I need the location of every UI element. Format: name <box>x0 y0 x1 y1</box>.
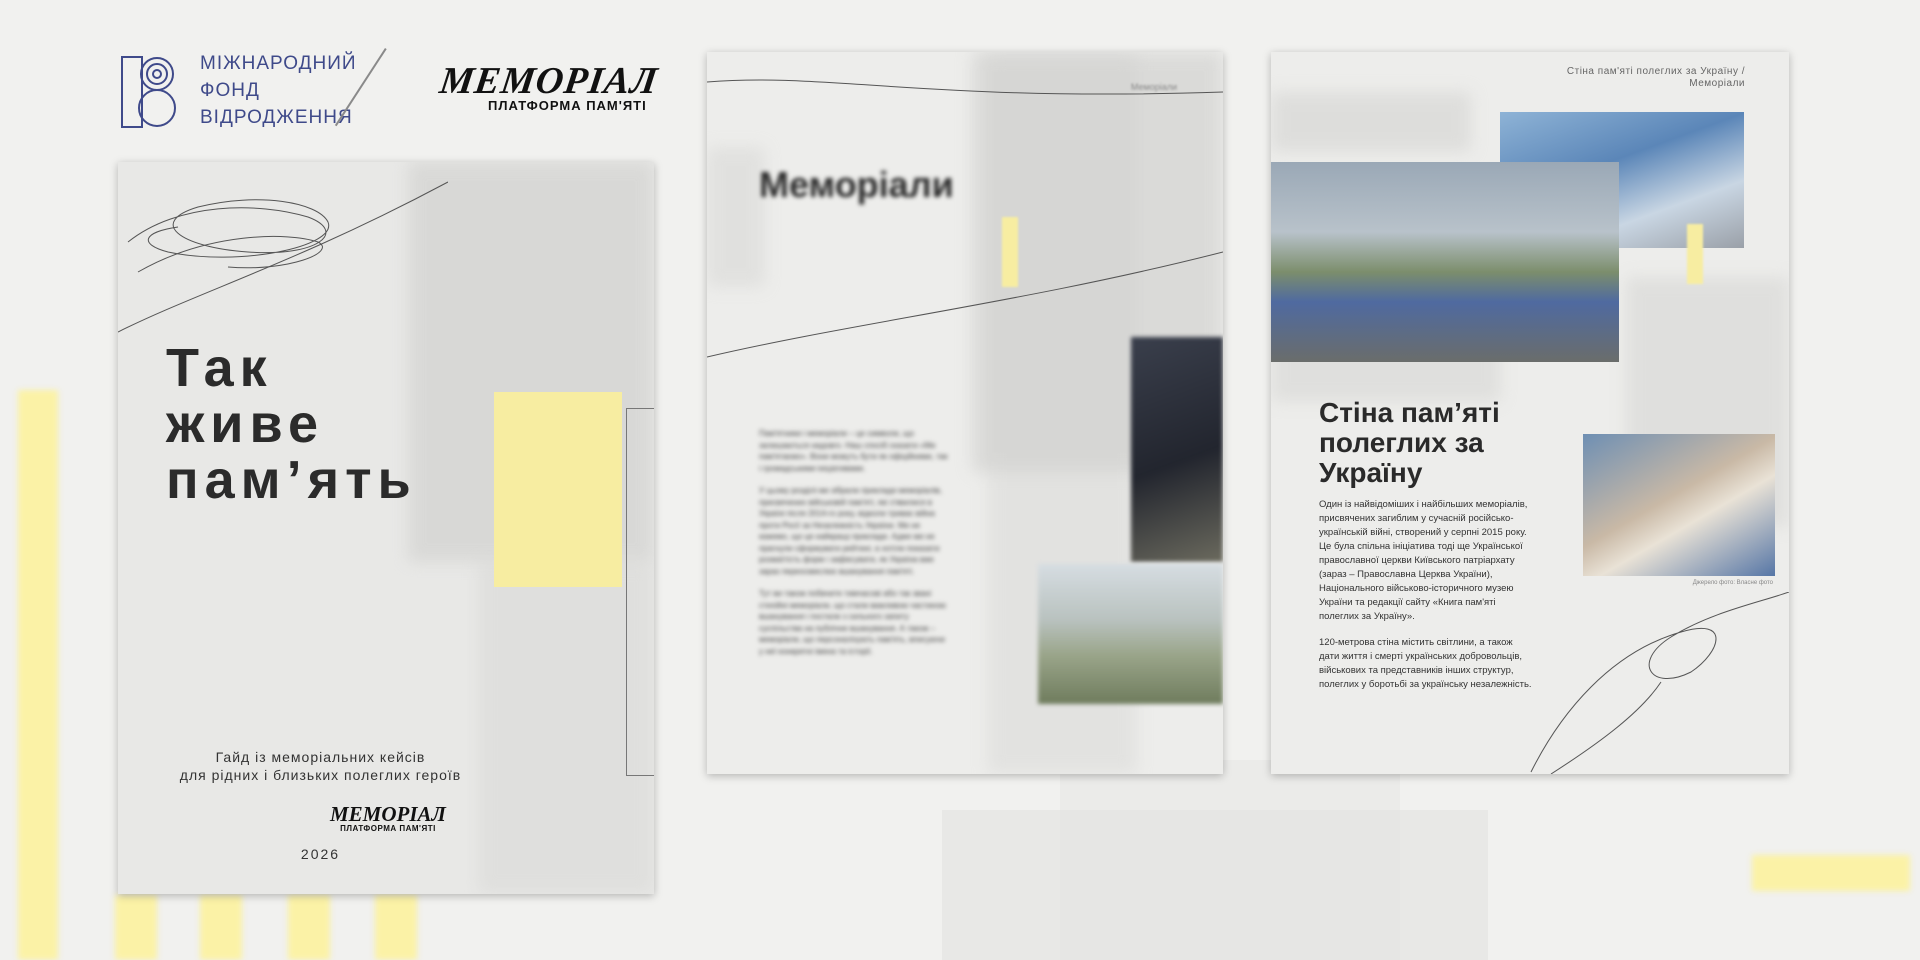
bg-yellow-stripe <box>1752 855 1910 891</box>
page3-title-line: полеглих за <box>1319 427 1484 458</box>
page3-paragraph: Один із найвідоміших і найбільших меморіалів, присвячених загиблим у сучасній російсько-українській війні, створений у серпні 2015 року. Це була спільна ініціатива тоді ще Української православної церкви Київського патріархату (зараз – Православна Церква України), Національного військово-історичного музею України та редакції сайту «Книга пам'яті полеглих за Україну». <box>1319 499 1528 622</box>
woman-at-wall-photo <box>1583 434 1775 576</box>
monument-photo <box>1038 564 1223 704</box>
irf-name <box>200 50 357 131</box>
cover-scribble <box>118 162 448 352</box>
cover-frame <box>626 408 654 776</box>
page3-header-line: Стіна пам'яті полеглих за Україну / <box>1566 66 1745 77</box>
page3-header-line: Меморіали <box>1689 78 1745 89</box>
page3-paragraph: 120-метрова стіна містить світлини, а також дати життя і смерті українських добровольців, військових та представників інших структур, полеглих у боротьбі за українську незалежність. <box>1319 637 1532 690</box>
memorial-logo-tagline: ПЛАТФОРМА ПАМ'ЯТІ <box>488 98 647 113</box>
page3-shadow <box>1271 92 1471 152</box>
memorials-page <box>707 52 1223 774</box>
cover-year: 2026 <box>300 846 341 862</box>
night-memorial-photo <box>1131 337 1223 562</box>
irf-line: МІЖНАРОДНИЙ <box>200 53 357 74</box>
bg-yellow-stripe <box>200 895 242 960</box>
irf-logo-icon <box>121 56 177 128</box>
memorial-logo <box>437 60 661 113</box>
page3-title-line: Стіна пам’яті <box>1319 397 1500 428</box>
page3-scribble <box>1521 592 1789 774</box>
page2-header: Меморіали <box>1130 82 1177 92</box>
photo-caption: Джерело фото: Власне фото <box>1692 580 1773 586</box>
cover-title-line: пам’ять <box>166 450 417 510</box>
irf-line: ФОНД <box>200 80 260 101</box>
cover-logo-text: МЕМОРІАЛ <box>330 802 446 826</box>
irf-line: ВІДРОДЖЕННЯ <box>200 107 353 128</box>
page2-body <box>759 428 949 668</box>
page3-title <box>1319 398 1500 488</box>
bg-yellow-stripe <box>288 895 330 960</box>
monastery-wall-photo <box>1271 162 1619 362</box>
cover-title <box>166 340 417 508</box>
page3-header <box>1567 66 1745 90</box>
cover-subtitle <box>118 748 523 784</box>
bg-yellow-stripe <box>375 895 417 960</box>
wall-of-memory-page <box>1271 52 1789 774</box>
page2-paragraph: Тут ви також побачите тимчасові або так звані стихійні меморіали, що стали важливою частиною вшанування і постали з сильного запиту суспільства на публічне вшанування. А також – меморіали, що персоналізують пам'ять, вписуючи у неї конкретні імена та історії. <box>759 589 947 656</box>
page3-body <box>1319 498 1534 704</box>
bg-yellow-stripe <box>18 390 58 960</box>
bg-gray-block <box>1060 760 1400 960</box>
cover-logo-tagline: ПЛАТФОРМА ПАМ'ЯТІ <box>340 824 436 833</box>
page3-title-line: Україну <box>1319 457 1423 488</box>
bg-yellow-stripe <box>115 895 157 960</box>
cover-title-line: живе <box>166 394 324 454</box>
page3-yellow-block <box>1687 224 1703 284</box>
cover-yellow-block <box>494 392 622 587</box>
memorial-logo-text: МЕМОРІАЛ <box>437 60 661 102</box>
cover-memorial-logo <box>330 804 446 833</box>
page2-title: Меморіали <box>759 164 954 205</box>
page2-paragraph: Пам'ятники і меморіали – це символи, що залишаються надовго. Наш спосіб сказати «Ми пам'ятаємо». Вони можуть бути як офіційними, так і громадськими ініціативами. <box>759 429 948 473</box>
cover-title-line: Так <box>166 338 273 398</box>
cover-page <box>118 162 654 894</box>
cover-subtitle-line: для рідних і близьких полеглих героїв <box>179 767 462 783</box>
cover-subtitle-line: Гайд із меморіальних кейсів <box>215 749 426 765</box>
page2-paragraph: У цьому розділі ми зібрали приклади меморіалів, присвячених військовій пам'яті, які з'явилися в Україні після 2014-го року, відколи триває війна проти Росії за Незалежність України. Ми не кажемо, що це найкращі приклади. Адже ми не прагнули сформувати рейтинг, а хотіли показати розмаїтість форм і зафіксувати, як Україна вже зараз переосмислює вшанування пам'яті. <box>759 486 943 576</box>
